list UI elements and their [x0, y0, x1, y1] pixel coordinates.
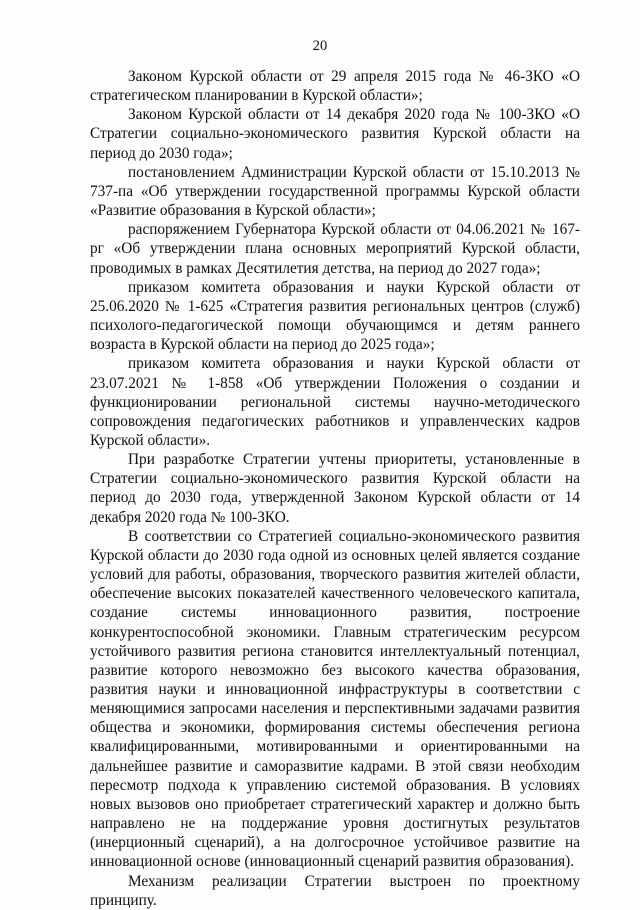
paragraph-administration-resolution: постановлением Администрации Курской области от 15.10.2013 № 737-па «Об утверждении государственной программы Курской области «Развитие образования в Курской области»; [90, 163, 580, 220]
paragraph-law-socio-economic-strategy: Законом Курской области от 14 декабря 2020 года № 100-ЗКО «О Стратегии социально-экономического развития Курской области на период до 2030 года»; [90, 106, 580, 162]
document-body [90, 67, 580, 910]
paragraph-strategy-priorities: При разработке Стратегии учтены приоритеты, установленные в Стратегии социально-экономического развития Курской области на период до 2030 года, утвержденной Законом Курской области от 14 декабря 2020 года № 100-ЗКО. [90, 451, 580, 526]
paragraph-committee-order-1858: приказом комитета образования и науки Курской области от 23.07.2021 № 1-858 «Об утверждении Положения о создании и функционировании региональной системы научно-методического сопровождения педагогических работников и управленческих кадров Курской области». [90, 355, 580, 449]
paragraph-strategy-goals: В соответствии со Стратегией социально-экономического развития Курской области до 2030 года одной из основных целей является создание условий для работы, образования, творческого развития жителей области, обеспечение высоких показателей качественного человеческого капитала, создание системы инновационного развития, построение конкурентоспособной экономики. Главным стратегическим ресурсом устойчивого развития региона становится интеллектуальный потенциал, развитие которого невозможно без высокого качества образования, развития науки и инновационной инфраструктуры в соответствии с меняющимися запросами населения и перспективными задачами развития общества и экономики, формирования системы обеспечения региона квалифицированными, мотивированными и ориентированными на дальнейшее развитие и саморазвитие кадрами. В этой связи необходим пересмотр подхода к управлению системой образования. В условиях новых вызовов оно приобретает стратегический характер и должно быть направлено не на поддержание уровня достигнутых результатов (инерционный сценарий), а на долгосрочное устойчивое развитие на инновационной основе (инновационный сценарий развития образования). [90, 527, 580, 871]
page-number: 20 [312, 38, 328, 54]
paragraph-committee-order-1625: приказом комитета образования и науки Курской области от 25.06.2020 № 1-625 «Стратегия развития региональных центров (служб) психолого-педагогической помощи обучающимся и детям раннего возраста в Курской области на период до 2025 года»; [90, 278, 580, 354]
paragraph-governor-order: распоряжением Губернатора Курской области от 04.06.2021 № 167-рг «Об утверждении плана основных мероприятий Курской области, проводимых в рамках Десятилетия детства, на период до 2027 года»; [90, 221, 580, 277]
paragraph-law-strategic-planning: Законом Курской области от 29 апреля 2015 года № 46-ЗКО «О стратегическом планировании в Курской области»; [90, 68, 580, 105]
paragraph-implementation-mechanism: Механизм реализации Стратегии выстроен по проектному принципу. [90, 872, 580, 909]
